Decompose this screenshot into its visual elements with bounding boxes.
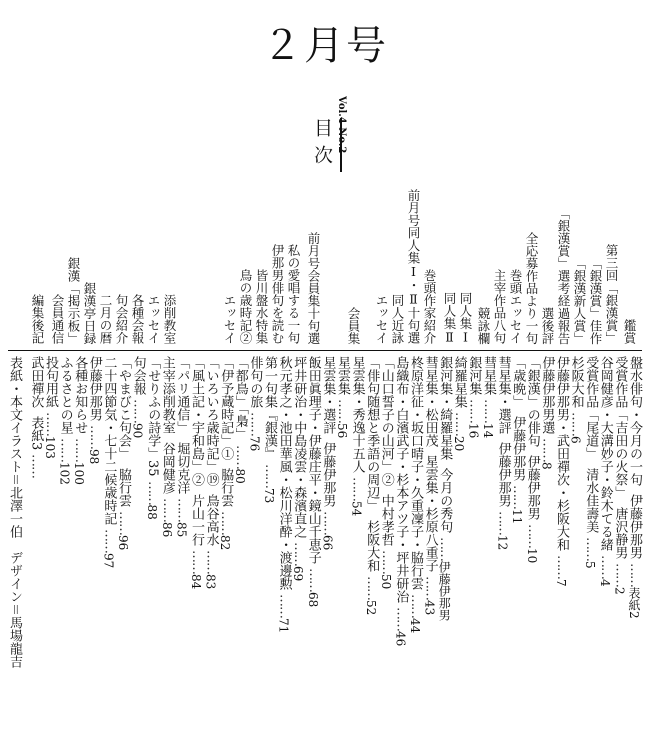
entry-title: ふるさとの星 [57, 356, 73, 434]
contents-entry [217, 356, 233, 736]
entry-author: 谷岡健彦 [159, 442, 175, 494]
leader-dots: …… [57, 438, 73, 462]
leader-dots: …… [203, 550, 219, 574]
contents-entry [436, 356, 452, 736]
section-item: 同人近詠 [390, 294, 405, 344]
page-number: 102 [57, 462, 72, 485]
entry-title: 彗星集・松田茂 [422, 356, 438, 447]
leader-dots: …… [364, 576, 380, 600]
page-number: 8 [539, 462, 554, 470]
entry-title: 「都鳥」「梟」 [232, 356, 248, 441]
contents-entry [334, 356, 350, 736]
page-number: 16 [466, 423, 481, 439]
page-number: 68 [305, 592, 320, 608]
entry-author: 表紙3 [28, 416, 44, 451]
leader-dots: …… [437, 537, 453, 561]
leader-dots: …… [43, 412, 58, 436]
page-number: 69 [291, 566, 306, 582]
section-item: 皆川盤水特集 [254, 269, 269, 344]
entry-title: 銀河集 [466, 356, 482, 395]
page-number: 2 [612, 587, 627, 595]
entry-title: 投句用紙 [43, 356, 58, 408]
section-item: 私の愛唱する一句 [286, 244, 301, 344]
page-number: 52 [364, 600, 379, 616]
contents-entry [495, 356, 511, 736]
contents-entry [509, 356, 525, 736]
page-number: 7 [554, 579, 568, 587]
entry-title: 受賞作品「尾道」 [583, 356, 599, 460]
contents-entry [582, 356, 598, 736]
page-number: 表紙2 [627, 587, 641, 619]
leader-dots: …… [159, 498, 175, 522]
leader-dots: …… [247, 412, 263, 436]
page-number: 14 [481, 423, 495, 439]
entry-title: 坪井研治・中島凌雲・森濱直之 [291, 356, 307, 538]
section-item: 会員通信 [50, 294, 65, 344]
page-number: 44 [408, 618, 422, 634]
page-number: 6 [568, 436, 583, 444]
section-item: 前月号同人集Ⅰ・Ⅱ十句選 [406, 189, 421, 344]
contents-entry [305, 356, 321, 736]
entry-title: 武田禪次 [28, 356, 44, 408]
page-number: 伊藤伊那男 [437, 561, 452, 621]
leader-dots: …… [510, 485, 526, 509]
leader-dots: …… [554, 555, 569, 579]
entry-title: 「伊予蔵時記」① [218, 356, 234, 460]
section-item: 銀漢亭日録 [82, 281, 97, 344]
page-number: 86 [159, 522, 174, 538]
contents-entry [203, 356, 219, 736]
entry-author: 片山一行 [189, 494, 204, 546]
page-number: 73 [262, 488, 276, 504]
section-item: 二月の暦 [98, 294, 113, 344]
entry-author: 鳥谷高水 [203, 494, 219, 546]
entry-title: 綺羅星集 [451, 356, 467, 408]
leader-dots: …… [320, 511, 336, 535]
leader-dots: …… [451, 412, 467, 436]
leader-dots: …… [349, 477, 365, 501]
section-item: 主宰作品八句 [492, 269, 507, 344]
issue-title: ２月号 [262, 23, 388, 69]
contents-entry [115, 356, 131, 736]
leader-dots: …… [568, 412, 584, 436]
leader-dots: …… [232, 444, 248, 469]
section-item: エッセイ [374, 294, 389, 344]
contents-entry [553, 356, 569, 736]
entry-title: 伊藤伊那男選 [539, 356, 555, 434]
contents-entry [363, 356, 379, 736]
volume-number: Vol.4 No.2 [336, 96, 347, 154]
leader-dots: …… [101, 529, 117, 553]
contents-entry [27, 356, 43, 736]
entry-title: 杉阪大和 [568, 356, 584, 408]
leader-dots: …… [305, 568, 321, 592]
contents-entry [71, 356, 87, 736]
contents-entry [465, 356, 481, 736]
section-item: 同人集Ⅱ [442, 291, 457, 344]
entry-title: 彗星集 [481, 356, 496, 395]
entry-title: 彗星集・選評 [495, 356, 511, 434]
contents-entry [86, 356, 102, 736]
entry-author: 伊藤伊那男 [510, 416, 526, 481]
leader-dots: …… [86, 425, 102, 449]
leader-dots: …… [72, 438, 88, 462]
entry-title: 二十四節気・七十二候歳時記 [101, 356, 117, 525]
entry-author: 唐沢静男 [612, 507, 628, 559]
leader-dots: …… [627, 563, 642, 587]
leader-dots: …… [524, 524, 540, 548]
leader-dots: …… [145, 480, 161, 505]
entry-title: 柊原洋征・坂口晴子・久重凜子・脇行雲 [408, 356, 423, 590]
credits-footer: 表紙・本文イラスト＝北澤一伯 デザイン＝馬場龍吉 [7, 356, 22, 669]
page-number: 50 [378, 574, 393, 590]
section-item: 「銀漢賞」選考経過報告 [556, 206, 571, 344]
contents-entry [290, 356, 306, 736]
page-number: 20 [451, 436, 466, 452]
contents-entry [100, 356, 116, 736]
section-item: 第三回「銀漢賞」 [604, 244, 619, 344]
leader-dots: …… [291, 542, 307, 566]
entry-title: 「いろいろ歳時記」⑲ [203, 356, 219, 486]
section-item: エッセイ [146, 294, 161, 344]
leader-dots: …… [408, 594, 423, 618]
entry-author: 清水佳壽美 [583, 468, 599, 533]
contents-entry [407, 356, 423, 736]
entry-author: 中村孝哲 [378, 494, 394, 546]
page-number: 66 [320, 535, 335, 551]
entry-title: 星雲集・選評 [320, 356, 336, 434]
section-item: 選後評 [540, 306, 555, 344]
leader-dots: …… [335, 399, 350, 423]
leader-dots: …… [276, 594, 292, 618]
entry-author: 脇行雲 [116, 468, 131, 507]
entry-title: 「やまびこ句会」 [116, 356, 131, 460]
entry-author: 今月の秀句 [437, 468, 453, 533]
page-number: 85 [174, 522, 189, 538]
contents-entry [451, 356, 467, 736]
leader-dots: …… [612, 563, 628, 587]
entry-author: 杉阪大和 [364, 520, 380, 572]
entry-title: 「歳晩」 [510, 356, 526, 408]
contents-entry [538, 356, 554, 736]
leader-dots: …… [539, 438, 555, 462]
section-heading: 同人集Ⅰ [458, 291, 473, 344]
section-heading: 巻頭作家紹介 [422, 269, 437, 344]
entry-title: 銀河集・綺羅星集 [437, 356, 453, 460]
contents-entry [422, 356, 438, 736]
page-number: 97 [101, 553, 116, 569]
contents-entry [392, 356, 408, 736]
page-number: 98 [86, 449, 101, 465]
contents-entry [173, 356, 189, 736]
entry-title: 盤水俳句・今月の一句 [627, 356, 642, 486]
entry-title: 各種お知らせ [72, 356, 88, 434]
page-number: 43 [422, 600, 437, 616]
entry-title: 飯田眞理子・伊藤庄平・鏡山千恵子 [305, 356, 321, 564]
section-item: 巻頭エッセイ [508, 269, 523, 344]
leader-dots: …… [189, 550, 204, 574]
leader-dots: …… [116, 511, 131, 535]
page-number: 88 [145, 504, 160, 520]
contents-entry [626, 356, 642, 736]
contents-entry [480, 356, 496, 736]
contents-entry [378, 356, 394, 736]
section-item: 鳥の歳時記② [238, 269, 253, 344]
contents-entry [159, 356, 175, 736]
contents-entry [261, 356, 277, 736]
section-heading: 前月号会員集十句選 [306, 231, 321, 344]
leader-dots: …… [378, 550, 394, 574]
entry-title: 「パリ通信」 [174, 356, 190, 434]
section-heading: 編集後記 [30, 294, 45, 344]
page-number: 54 [349, 501, 364, 517]
divider-line [8, 350, 642, 351]
contents-entry [319, 356, 335, 736]
section-heading: 鑑賞 [622, 319, 637, 344]
contents-entry [246, 356, 262, 736]
contents-entry [57, 356, 73, 736]
contents-entry [232, 356, 248, 736]
entry-title: 「俳句随想と季語の周辺」 [364, 356, 380, 512]
entry-title: 伊藤伊那男 [86, 356, 102, 421]
entry-title: 星雲集 [335, 356, 350, 395]
page-number: 11 [510, 509, 525, 525]
entry-author: 星雲集・杉原八重子 [422, 455, 438, 572]
entry-title: 「風土記・宇和島」② [189, 356, 204, 486]
leader-dots: …… [597, 555, 613, 579]
entry-author: 伊藤伊那男 [495, 442, 511, 507]
section-heading: 会員集 [346, 306, 361, 344]
section-item: 「銀漢賞」佳作 [588, 256, 603, 344]
section-item: 全応募作品より一句 [524, 231, 539, 344]
entry-title: 「せりふの詩学」35 [145, 356, 161, 477]
page-number: 82 [218, 535, 233, 551]
contents-entry [144, 356, 160, 736]
leader-dots: …… [28, 454, 44, 479]
section-item: 各種会報 [130, 294, 145, 344]
leader-dots: …… [422, 576, 438, 600]
section-headings [0, 168, 650, 344]
leader-dots: …… [130, 399, 146, 423]
page-number: 4 [597, 579, 612, 587]
entry-title: 秋元孝之・池田華風・松川洋酔・渡邊勲 [276, 356, 292, 590]
entry-title: 島織布・白濱武子・杉本アツ子・坪井研治 [393, 356, 409, 603]
entry-title: 「銀漢」の俳句 [524, 356, 540, 447]
leader-dots: …… [481, 399, 496, 423]
contents-entry [130, 356, 146, 736]
entry-author: 伊藤伊那男 [627, 494, 642, 559]
page-number: 46 [393, 631, 408, 647]
page-number: 100 [72, 462, 87, 485]
contents-entry [568, 356, 584, 736]
page-number: 80 [232, 468, 247, 484]
leader-dots: …… [218, 511, 234, 535]
entry-title: 「山口誓子の山河」② [378, 356, 394, 486]
entry-author: 堀切克洋 [174, 442, 190, 494]
entry-title: 受賞作品「吉田の火祭」 [612, 356, 628, 499]
entry-title: 星雲集・秀逸十五人 [349, 356, 365, 473]
leader-dots: …… [393, 607, 409, 631]
leader-dots: …… [466, 399, 482, 423]
entry-title: 谷岡健彦・大溝妙子・鈴木てる緒 [597, 356, 613, 551]
entry-author: 伊藤伊那男 [320, 442, 336, 507]
entry-title: 伊藤伊那男・武田禪次・杉阪大和 [554, 356, 569, 551]
contents-entry [524, 356, 540, 736]
entry-title: 句会報 [130, 356, 146, 395]
page-number: 96 [116, 535, 130, 551]
entry-title: 主宰添削教室 [159, 356, 175, 434]
entry-title: 第一句集『銀漢』 [262, 356, 277, 460]
entry-author: 脇行雲 [218, 468, 234, 507]
section-item: 「銀漢新人賞」 [572, 256, 587, 344]
entry-author: 伊藤伊那男 [524, 455, 540, 520]
contents-entry [188, 356, 204, 736]
contents-heading: 目次 [309, 118, 342, 172]
contents-entry [611, 356, 627, 736]
page-number: 56 [335, 423, 349, 439]
contents-entry [42, 356, 58, 736]
contents-entry [349, 356, 365, 736]
section-item: 句会紹介 [114, 294, 129, 344]
section-heading: 競詠欄 [476, 306, 491, 344]
leader-dots: …… [174, 498, 190, 522]
section-item: 銀漢「掲示板」 [66, 256, 81, 344]
entry-title: 俳句の旅 [247, 356, 263, 408]
section-item: 伊那男俳句を読む [270, 244, 285, 344]
page-number: 12 [495, 535, 510, 551]
contents-entry [597, 356, 613, 736]
page-number: 83 [203, 574, 218, 590]
section-heading: 添削教室 [162, 294, 177, 344]
page-number: 5 [583, 561, 598, 569]
page-number: 103 [43, 436, 57, 459]
leader-dots: …… [583, 537, 599, 561]
page-number: 71 [276, 618, 291, 634]
page-number: 76 [247, 436, 262, 452]
leader-dots: …… [495, 511, 511, 535]
section-item: エッセイ [222, 294, 237, 344]
contents-entry [276, 356, 292, 736]
leader-dots: …… [262, 464, 277, 488]
page-number: 84 [189, 574, 203, 590]
page-number: 90 [130, 423, 145, 439]
page-number: 10 [524, 548, 539, 564]
